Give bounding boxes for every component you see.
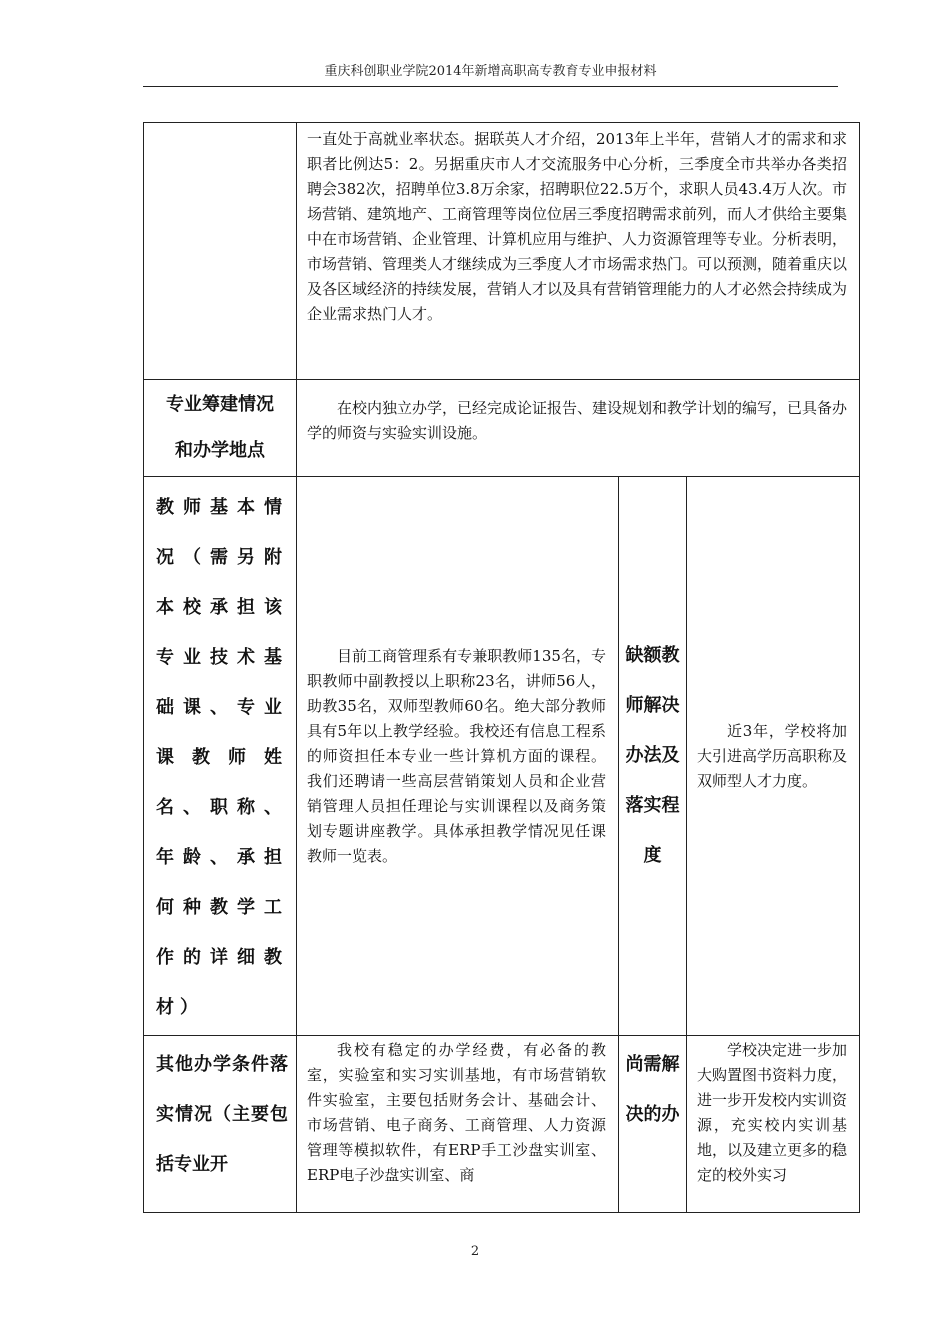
- teachers-label: 教师基本情况（需另附本校承担该专业技术基础课、专业课教师姓名、职称、年龄、承担何种教学工作的详细教材）: [156, 497, 288, 1018]
- teachers-text: 目前工商管理系有专兼职教师135名，专职教师中副教授以上职称23名，讲师56人，助教35名，双师型教师60名。绝大部分教师具有5年以上教学经验。我校还有信息工程系的师资担任本专业一些计算机方面的课程。我们还聘请一些高层营销策划人员和企业营销管理人员担任理论与实训课程以及商务策划专题讲座教学。具体承担教学情况见任课教师一览表。: [307, 646, 606, 865]
- preparation-text: 在校内独立办学，已经完成论证报告、建设规划和教学计划的编写，已具备办学的师资与实验实训设施。: [307, 399, 848, 442]
- preparation-label-cell: [144, 380, 297, 477]
- page-footer: [0, 1244, 950, 1259]
- conditions-text-cell: [297, 1036, 619, 1213]
- pending-text: 学校决定进一步加大购置图书资料力度，进一步开发校内实训资源，充实校内实训基地，以及建立更多的稳定的校外实习: [697, 1041, 848, 1184]
- shortage-label: 缺额教师解决办法及落实程度: [625, 645, 680, 866]
- table-row-demand: [144, 123, 860, 380]
- demand-text-cell: [297, 123, 860, 380]
- shortage-text-cell: [687, 477, 860, 1036]
- demand-text: 一直处于高就业率状态。据联英人才介绍，2013年上半年，营销人才的需求和求职者比例达5：2。另据重庆市人才交流服务中心分析，三季度全市共举办各类招聘会382次，招聘单位3.8万余家，招聘职位22.5万个，求职人员43.4万人次。市场营销、建筑地产、工商管理等岗位位居三季度招聘需求前列，而人才供给主要集中在市场营销、企业管理、计算机应用与维护、人力资源管理等专业。分析表明，市场营销、管理类人才继续成为三季度人才市场需求热门。可以预测，随着重庆以及各区域经济的持续发展，营销人才以及具有营销管理能力的人才必然会持续成为企业需求热门人才。: [307, 130, 848, 323]
- teachers-text-cell: [297, 477, 619, 1036]
- header-title: 重庆科创职业学院2014年新增高职高专教育专业申报材料: [324, 64, 657, 79]
- shortage-text: 近3年，学校将加大引进高学历高职称及双师型人才力度。: [697, 721, 848, 790]
- preparation-text-cell: [297, 380, 860, 477]
- application-table: [143, 122, 860, 1213]
- demand-label-cell: [144, 123, 297, 380]
- conditions-text: 我校有稳定的办学经费，有必备的教室，实验室和实习实训基地，有市场营销软件实验室，主要包括财务会计、基础会计、市场营销、电子商务、工商管理、人力资源管理等模拟软件，有ERP手工沙盘实训室、ERP电子沙盘实训室、商: [307, 1041, 606, 1184]
- page-number: 2: [470, 1244, 480, 1259]
- table-row-preparation: [144, 380, 860, 477]
- table-row-teachers: [144, 477, 860, 1036]
- preparation-label-line2: 和办学地点: [175, 440, 265, 461]
- page-header: [143, 58, 838, 87]
- conditions-label: 其他办学条件落实情况（主要包括专业开: [156, 1054, 288, 1175]
- pending-text-cell: [687, 1036, 860, 1213]
- pending-label: 尚需解决的办: [625, 1054, 680, 1125]
- shortage-label-cell: [619, 477, 687, 1036]
- teachers-label-cell: [144, 477, 297, 1036]
- conditions-label-cell: [144, 1036, 297, 1213]
- table-row-conditions: [144, 1036, 860, 1213]
- preparation-label-line1: 专业筹建情况: [166, 394, 274, 415]
- pending-label-cell: [619, 1036, 687, 1213]
